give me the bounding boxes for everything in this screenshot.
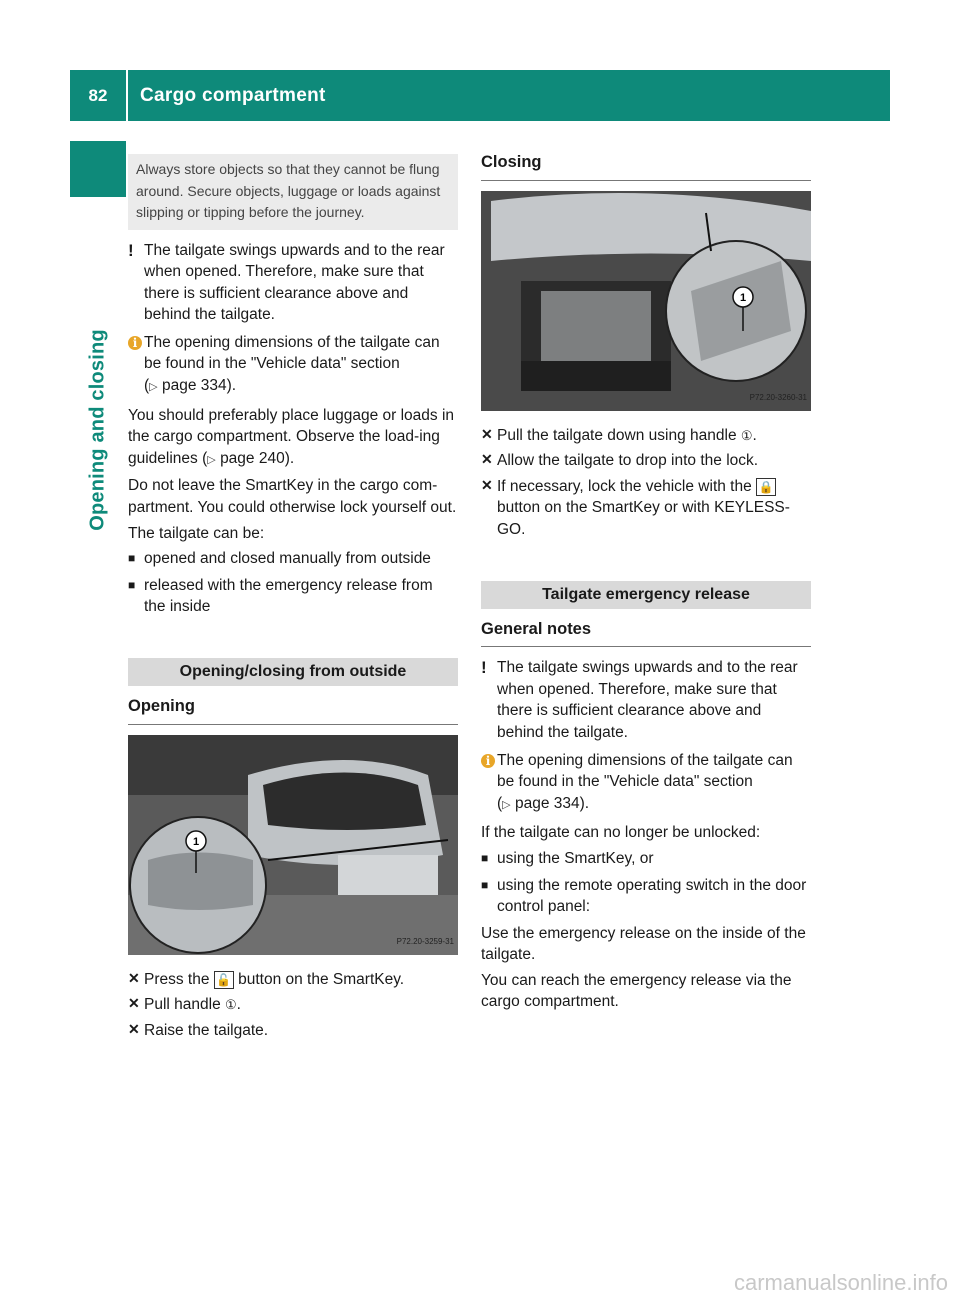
- info-text: The opening dimensions of the tailgate can be found in the "Vehicle data" section: [497, 751, 793, 791]
- list-item-text: using the remote operating switch in the door control panel:: [497, 876, 807, 916]
- step-text: button on the SmartKey.: [238, 970, 405, 988]
- warning-icon: !: [128, 240, 134, 260]
- figure-opening-illustration: [128, 735, 458, 955]
- list-item-text: using the SmartKey, or: [497, 849, 654, 867]
- step-item: [481, 425, 811, 447]
- lock-key-icon: 🔒: [756, 478, 776, 496]
- step-text: Pull handle: [144, 996, 221, 1014]
- page-ref-arrow-icon: ▷: [502, 798, 511, 811]
- step-item: [481, 476, 811, 541]
- paragraph-luggage: [128, 405, 458, 472]
- page-ref-arrow-icon: ▷: [207, 453, 216, 466]
- list-item: [128, 575, 458, 618]
- figure-code: P72.20-3259-31: [396, 937, 454, 946]
- paragraph-unlock: If the tailgate can no longer be unlocked:: [481, 824, 761, 842]
- warning-text: The tailgate swings upwards and to the rear when opened. Therefore, make sure that there is sufficient clearance above and behind the tailgate.: [497, 659, 798, 741]
- warning-icon: !: [481, 658, 487, 678]
- step-arrow-icon: ✕: [481, 476, 493, 493]
- right-column: [481, 152, 811, 1017]
- step-text: button on the SmartKey or with KEYLESS-GO.: [497, 499, 790, 538]
- paragraph-smartkey: Do not leave the SmartKey in the cargo com-partment. You could otherwise lock yourself out.: [128, 477, 457, 517]
- step-item: [128, 969, 458, 991]
- figure-opening: [128, 735, 458, 955]
- figure-closing-illustration: [481, 191, 811, 411]
- bullet-icon: ■: [481, 850, 489, 865]
- warning-text: The tailgate swings upwards and to the rear when opened. Therefore, make sure that there is sufficient clearance above and behind the tailgate.: [144, 241, 445, 324]
- watermark: carmanualsonline.info: [733, 1270, 948, 1295]
- step-arrow-icon: ✕: [481, 425, 493, 442]
- paragraph-use: Use the emergency release on the inside of the tailgate.: [481, 924, 806, 964]
- info-icon: i: [481, 754, 495, 768]
- step-text: Raise the tailgate.: [144, 1021, 269, 1039]
- step-arrow-icon: ✕: [481, 451, 493, 468]
- info-page-ref[interactable]: page 334).: [161, 377, 237, 395]
- warning-block: [128, 240, 458, 326]
- side-tab-label: Opening and closing: [86, 329, 109, 531]
- step-text: Pull the tailgate down using handle: [497, 426, 737, 444]
- step-arrow-icon: ✕: [128, 1020, 140, 1037]
- section-title-emergency-release: Tailgate emergency release: [481, 581, 811, 609]
- step-text: If necessary, lock the vehicle with the: [497, 477, 752, 495]
- info-text: The opening dimensions of the tailgate can be found in the "Vehicle data" section: [144, 333, 440, 373]
- list-item: [481, 875, 811, 918]
- list-item-text: released with the emergency release from the inside: [144, 576, 433, 616]
- step-text: .: [236, 996, 241, 1014]
- step-arrow-icon: ✕: [128, 995, 140, 1012]
- subhead-opening: Opening: [128, 696, 458, 725]
- callout-label: 1: [192, 835, 200, 848]
- callout-1-icon: ①: [225, 997, 237, 1013]
- paragraph-reach: You can reach the emergency release via the cargo compartment.: [481, 971, 792, 1011]
- callout-1-icon: ①: [740, 427, 753, 443]
- step-item: [128, 1020, 458, 1042]
- luggage-text: You should preferably place luggage or loads in the cargo compartment. Observe the load-ing guidelines (: [128, 406, 455, 467]
- figure-closing: [481, 191, 811, 411]
- subhead-general-notes: General notes: [481, 619, 811, 648]
- info-page-ref[interactable]: page 334).: [514, 794, 590, 812]
- bullet-icon: ■: [128, 577, 136, 592]
- callout-label: 1: [739, 291, 747, 304]
- step-item: [481, 450, 811, 472]
- info-icon: i: [128, 336, 142, 350]
- header-separator: [126, 70, 128, 121]
- page-header: [70, 70, 890, 121]
- info-block: i The opening dimensions of the tailgate can be found in the "Vehicle data" section (▷ page 334).: [481, 750, 811, 817]
- page-title: Cargo compartment: [140, 85, 326, 106]
- list-item: [481, 848, 811, 870]
- bullet-icon: ■: [481, 877, 489, 892]
- warning-block: [481, 657, 811, 743]
- step-text: Press the: [144, 970, 210, 988]
- left-column: [128, 154, 458, 1045]
- page-number: 82: [88, 86, 108, 105]
- step-arrow-icon: ✕: [128, 969, 140, 986]
- luggage-page-ref[interactable]: page 240).: [220, 449, 295, 467]
- figure-code: P72.20-3260-31: [749, 393, 807, 402]
- page-ref-arrow-icon: ▷: [149, 381, 158, 394]
- note-box: Always store objects so that they cannot be flung around. Secure objects, luggage or loads against slipping or tipping before the journey.: [128, 154, 458, 230]
- paragraph-can-be: The tailgate can be:: [128, 524, 265, 542]
- subhead-closing: Closing: [481, 152, 811, 181]
- section-title-opening-closing: Opening/closing from outside: [128, 658, 458, 686]
- info-block: i The opening dimensions of the tailgate can be found in the "Vehicle data" section (▷ page 334).: [128, 332, 458, 399]
- bullet-icon: ■: [128, 551, 136, 566]
- step-text: .: [752, 426, 757, 444]
- list-item-text: opened and closed manually from outside: [144, 550, 431, 568]
- unlock-key-icon: 🔓: [214, 971, 234, 989]
- side-tab-marker: [70, 141, 126, 197]
- list-item: [128, 548, 458, 570]
- step-text: Allow the tailgate to drop into the lock.: [497, 452, 759, 470]
- step-item: [128, 994, 458, 1016]
